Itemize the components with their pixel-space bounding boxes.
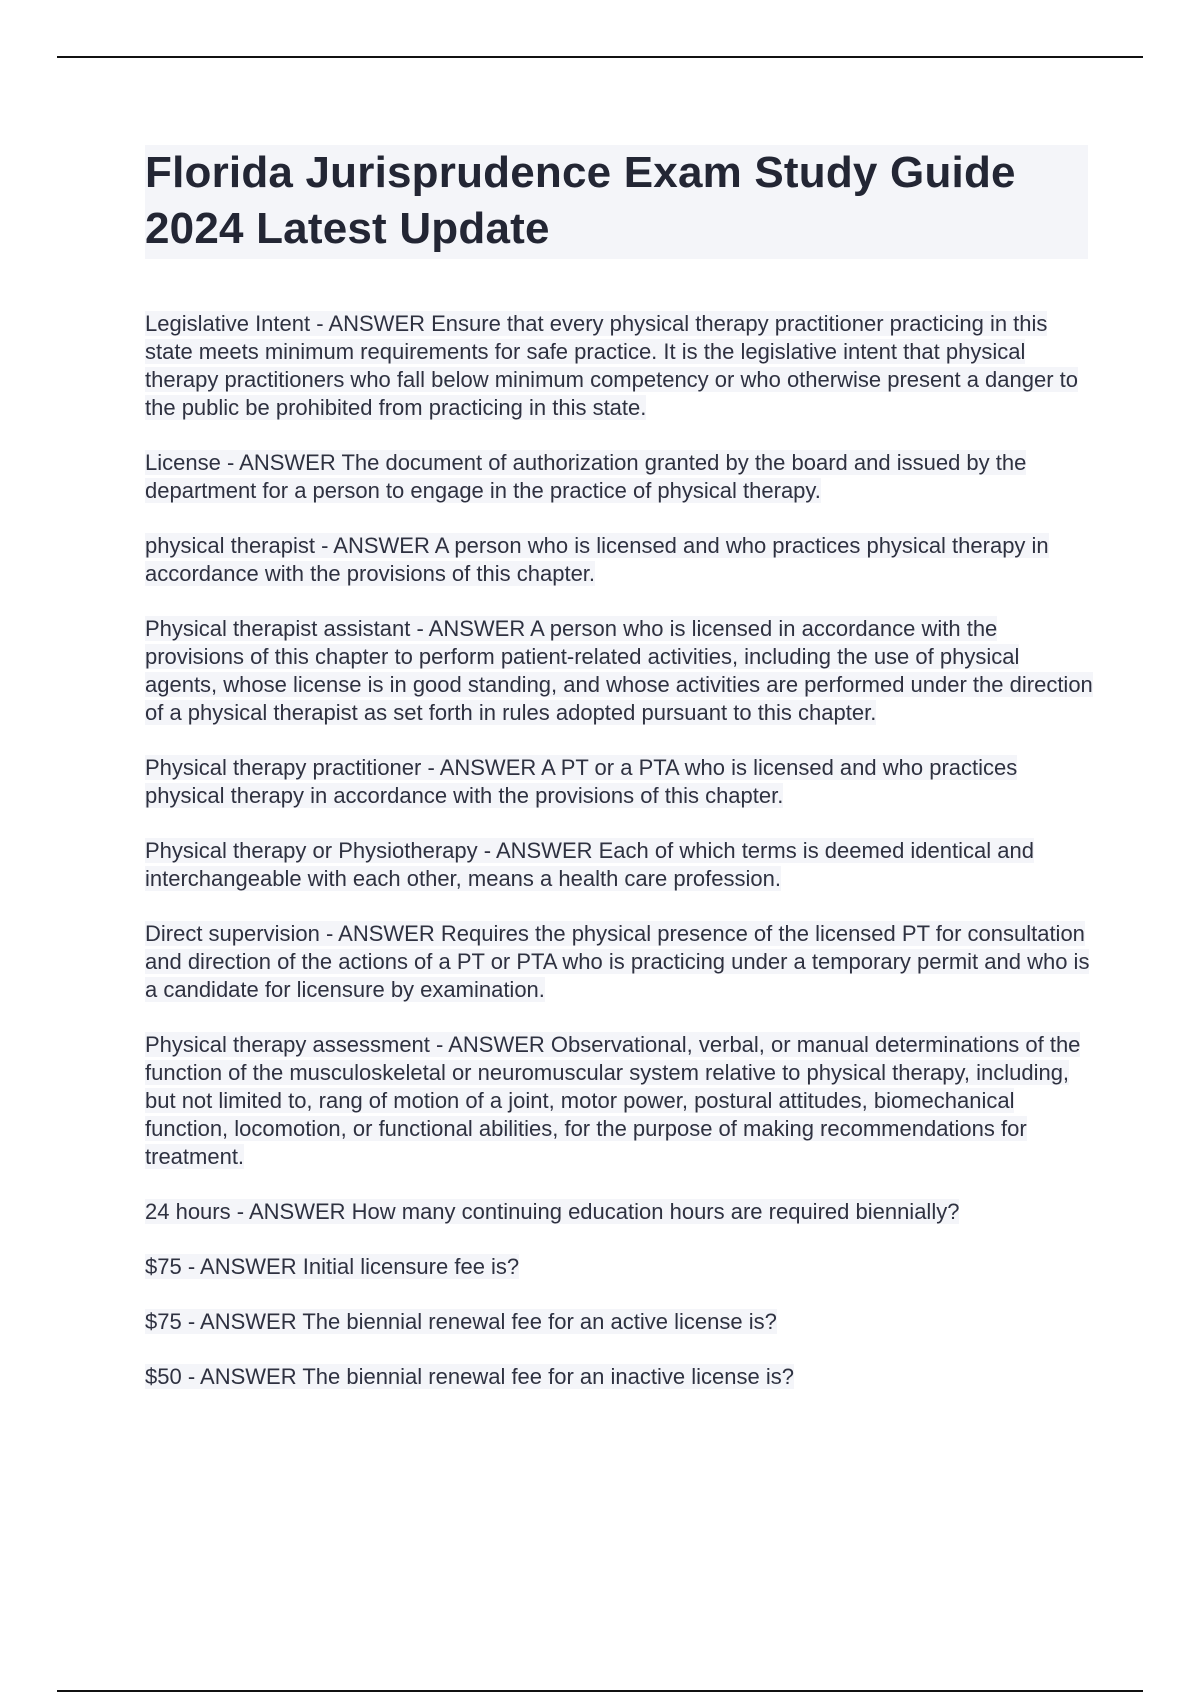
qa-item: [145, 449, 1095, 505]
qa-text: $50 - ANSWER The biennial renewal fee for an inactive license is?: [145, 1364, 794, 1389]
qa-text: License - ANSWER The document of authorization granted by the board and issued by the department for a person to engage in the practice of physical therapy.: [145, 450, 1027, 503]
qa-item: [145, 1198, 1095, 1226]
qa-item: [145, 310, 1095, 422]
title-block: [145, 145, 1088, 259]
bottom-rule: [57, 1690, 1143, 1692]
qa-item: [145, 754, 1095, 810]
qa-item: [145, 920, 1095, 1004]
top-rule: [57, 56, 1143, 58]
qa-text: Physical therapy practitioner - ANSWER A PT or a PTA who is licensed and who practices physical therapy in accordance with the provisions of this chapter.: [145, 755, 1018, 808]
qa-item: [145, 837, 1095, 893]
qa-text: $75 - ANSWER Initial licensure fee is?: [145, 1254, 520, 1279]
qa-text: Physical therapy or Physiotherapy - ANSWER Each of which terms is deemed identical and interchangeable with each other, means a health care profession.: [145, 838, 1034, 891]
qa-list: [145, 310, 1095, 1418]
qa-text: Physical therapist assistant - ANSWER A person who is licensed in accordance with the provisions of this chapter to perform patient-related activities, including the use of physical agents, whose license is in good standing, and whose activities are performed under the direction of a physical therapist as set forth in rules adopted pursuant to this chapter.: [145, 616, 1093, 725]
qa-text: Physical therapy assessment - ANSWER Observational, verbal, or manual determinations of the function of the musculoskeletal or neuromuscular system relative to physical therapy, including, but not limited to, rang of motion of a joint, motor power, postural attitudes, biomechanical function, locomotion, or functional abilities, for the purpose of making recommendations for treatment.: [145, 1032, 1081, 1169]
qa-text: physical therapist - ANSWER A person who is licensed and who practices physical therapy in accordance with the provisions of this chapter.: [145, 533, 1049, 586]
document-title: Florida Jurisprudence Exam Study Guide 2024 Latest Update: [145, 148, 1016, 253]
qa-item: [145, 1031, 1095, 1171]
qa-item: [145, 1308, 1095, 1336]
qa-text: 24 hours - ANSWER How many continuing education hours are required biennially?: [145, 1199, 960, 1224]
qa-item: [145, 1363, 1095, 1391]
qa-item: [145, 1253, 1095, 1281]
qa-item: [145, 532, 1095, 588]
qa-text: Legislative Intent - ANSWER Ensure that every physical therapy practitioner practicing in this state meets minimum requirements for safe practice. It is the legislative intent that physical therapy practitioners who fall below minimum competency or who otherwise present a danger to the public be prohibited from practicing in this state.: [145, 311, 1079, 420]
qa-item: [145, 615, 1095, 727]
qa-text: Direct supervision - ANSWER Requires the physical presence of the licensed PT for consultation and direction of the actions of a PT or PTA who is practicing under a temporary permit and who is a candidate for licensure by examination.: [145, 921, 1090, 1002]
qa-text: $75 - ANSWER The biennial renewal fee for an active license is?: [145, 1309, 777, 1334]
